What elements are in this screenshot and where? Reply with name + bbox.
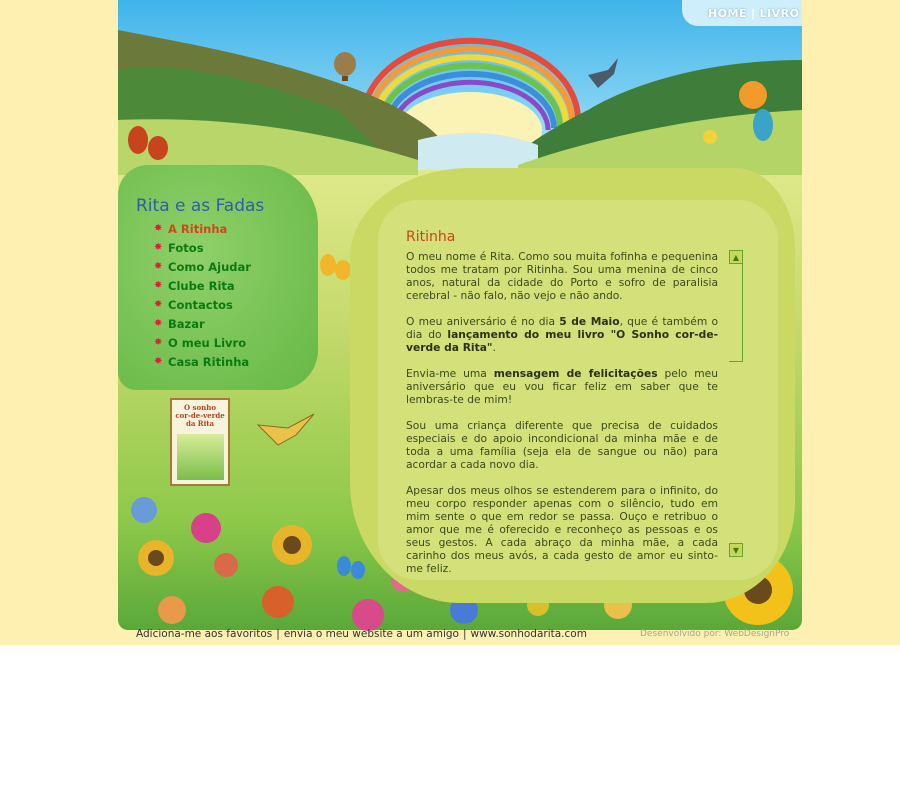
bullet-flower-icon: ✸ (154, 299, 163, 310)
top-navigation (682, 0, 802, 26)
sidebar-item-a-ritinha[interactable] (154, 219, 251, 238)
footer-separator: | (276, 628, 280, 640)
paragraph: Envia-me uma mensagem de felicitações pelo meu aniversário que eu vou ficar feliz em saber que te lembras-te de mim! (406, 367, 718, 406)
paragraph: Apesar dos meus olhos se estenderem para o infinito, do meu corpo responder apenas com o silêncio, tudo em mim sente o que em redor se passa. Ouço e retribuo o amor que me é oferecido e reconheço as pessoas e os seus gestos. A cada abraço da minha mãe, a cada carinho dos meus avós, a cada gesto de amor eu sinto-me feliz. (406, 484, 718, 575)
content-scrollbar[interactable] (729, 250, 743, 557)
sidebar-item-clube-rita[interactable] (154, 276, 251, 295)
bullet-flower-icon: ✸ (154, 242, 163, 253)
sidebar-item-contactos[interactable] (154, 295, 251, 314)
sidebar-item-como-ajudar[interactable] (154, 257, 251, 276)
sidebar-item-casa-ritinha[interactable] (154, 352, 251, 371)
sidebar-item-label: Fotos (168, 240, 204, 255)
sidebar-item-label: Contactos (168, 297, 233, 312)
content-text (406, 250, 719, 575)
scroll-thumb[interactable] (729, 264, 743, 362)
bird-yellow (258, 414, 314, 445)
book-title: O sonho cor-de-verde da Rita (175, 403, 225, 428)
paragraph: O meu nome é Rita. Como sou muita fofinha e pequenina todos me tratam por Ritinha. Sou uma menina de cinco anos, natural da cidade do Porto e sofro de paralisia cerebral - não falo, não vejo e não ando. (406, 250, 718, 302)
bullet-flower-icon: ✸ (154, 261, 163, 272)
sidebar-title: Rita e as Fadas (136, 196, 265, 216)
book-cover-thumbnail[interactable] (170, 398, 230, 486)
content-title: Ritinha (406, 229, 456, 245)
footer-send-link[interactable]: envia o meu website a um amigo (283, 628, 459, 640)
sidebar-menu (154, 219, 251, 371)
bullet-flower-icon: ✸ (154, 337, 163, 348)
nav-separator: | (751, 6, 756, 20)
footer-url-link[interactable]: www.sonhodarita.com (470, 628, 587, 640)
sidebar-item-bazar[interactable] (154, 314, 251, 333)
bullet-flower-icon: ✸ (154, 280, 163, 291)
sidebar-item-label: A Ritinha (168, 221, 228, 236)
book-cover-image (177, 434, 224, 480)
nav-livro[interactable]: LIVRO (759, 6, 800, 20)
footer-favorites-link[interactable]: Adiciona-me aos favoritos (136, 628, 273, 640)
sidebar-item-label: Como Ajudar (168, 259, 251, 274)
bullet-flower-icon: ✸ (154, 318, 163, 329)
butterfly-yellow (320, 254, 351, 280)
sidebar-item-label: Clube Rita (168, 278, 235, 293)
paragraph: Sou uma criança diferente que precisa de cuidados especiais e do apoio incondicional da minha mãe e de toda a uma família (seja ela de sangue ou não) para acordar a cada novo dia. (406, 419, 718, 471)
footer-links (136, 628, 587, 640)
scroll-up-icon[interactable]: ▲ (729, 250, 743, 264)
bird-top-right (588, 58, 618, 88)
butterfly-blue (337, 556, 365, 579)
hot-air-balloon-illustration (334, 52, 356, 81)
bullet-flower-icon: ✸ (154, 223, 163, 234)
footer-separator: | (462, 628, 467, 640)
nav-home[interactable]: HOME (708, 6, 748, 20)
scroll-down-icon[interactable]: ▼ (729, 543, 743, 557)
bullet-flower-icon: ✸ (154, 356, 163, 367)
sidebar-item-label: O meu Livro (168, 335, 247, 350)
paragraph: O meu aniversário é no dia 5 de Maio, que é também o dia do lançamento do meu livro "O Sonho cor-de-verde da Rita". (406, 315, 719, 354)
developer-credit[interactable]: Desenvolvido por: WebDesignPro (640, 629, 790, 639)
sidebar-item-label: Casa Ritinha (168, 354, 250, 369)
site-container (118, 0, 802, 630)
sidebar-item-label: Bazar (168, 316, 205, 331)
sidebar-item-fotos[interactable] (154, 238, 251, 257)
sidebar-item-o-meu-livro[interactable] (154, 333, 251, 352)
